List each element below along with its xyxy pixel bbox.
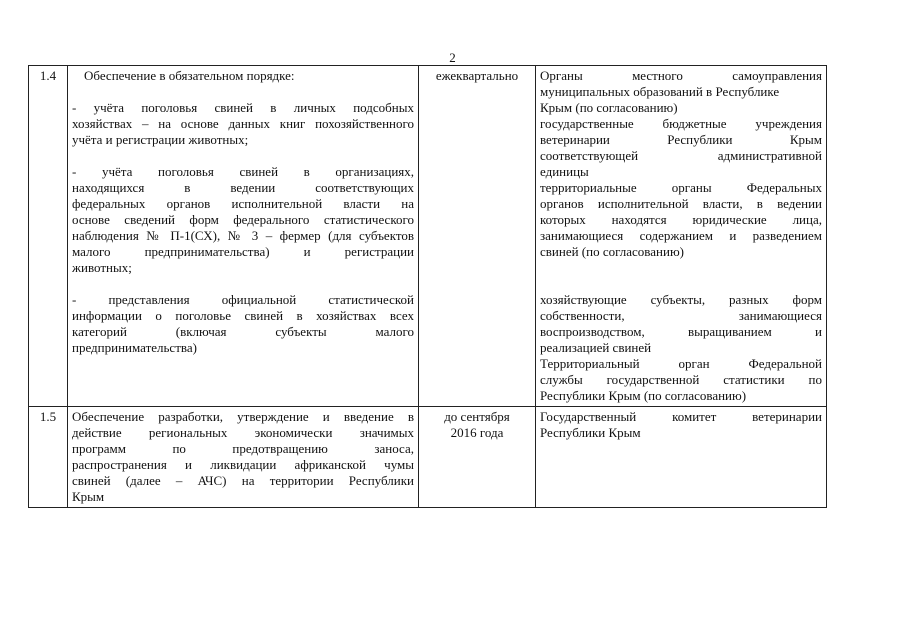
measure-title: Обеспечение в обязательном порядке: — [84, 68, 295, 83]
text-line: хозяйствующие субъекты, разных форм — [540, 292, 822, 307]
table-row — [29, 66, 827, 407]
text-line: Республики Крым (по согласованию) — [540, 388, 747, 403]
period-line: 2016 года — [450, 425, 504, 440]
row-number: 1.4 — [29, 66, 68, 407]
text-line: Республики Крым — [540, 425, 641, 440]
table-row — [29, 407, 827, 508]
text-line: собственности, занимающиеся — [540, 308, 822, 323]
measure-description — [68, 407, 419, 508]
text-line: животных; — [72, 260, 132, 275]
text-line: воспроизводством, выращиванием и — [540, 324, 822, 339]
text-line: основе сведений форм федерального статистического — [72, 212, 414, 227]
text-line: Крым (по согласованию) — [540, 100, 678, 115]
measure-period — [419, 407, 536, 508]
measure-item — [72, 164, 414, 276]
text-line: распространения и ликвидации африканской чумы — [72, 457, 414, 472]
text-line: реализацией свиней — [540, 340, 652, 355]
text-line: учёта и регистрации животных; — [72, 132, 249, 147]
text-line: Территориальный орган Федеральной — [540, 356, 822, 371]
text-line: Обеспечение разработки, утверждение и введение в — [72, 409, 414, 424]
text-line: наблюдения № П-1(СХ), № 3 – фермер (для субъектов — [72, 228, 414, 243]
text-line: муниципальных образований в Республике — [540, 84, 780, 99]
text-line: - представления официальной статистической — [72, 292, 414, 307]
responsible-parties — [536, 66, 827, 407]
text-line: программ по предотвращению заноса, — [72, 441, 414, 456]
text-line: государственные бюджетные учреждения — [540, 116, 822, 131]
text-line: хозяйствах – на основе данных книг похозяйственного — [72, 116, 414, 131]
text-line: предпринимательства) — [72, 340, 197, 355]
text-line: Органы местного самоуправления — [540, 68, 822, 83]
text-line: действие региональных экономически значимых — [72, 425, 414, 440]
text-line: малого предпринимательства) и регистрации — [72, 244, 414, 259]
responsible-parties — [536, 407, 827, 508]
text-line: категорий (включая субъекты малого — [72, 324, 414, 339]
responsible-group — [540, 68, 822, 260]
text-line: единицы — [540, 164, 589, 179]
text-line: территориальные органы Федеральных — [540, 180, 822, 195]
measure-period: ежеквартально — [419, 66, 536, 407]
measure-description — [68, 66, 419, 407]
text-line: Крым — [72, 489, 105, 504]
page-number: 2 — [449, 50, 456, 65]
period-line: до сентября — [444, 409, 510, 424]
text-line: службы государственной статистики по — [540, 372, 822, 387]
text-line: соответствующей административной — [540, 148, 822, 163]
text-line: информации о поголовье свиней в хозяйствах всех — [72, 308, 414, 323]
text-line: федеральных органов исполнительной власти на — [72, 196, 414, 211]
text-line: занимающиеся содержанием и разведением — [540, 228, 822, 243]
text-line: Государственный комитет ветеринарии — [540, 409, 822, 424]
text-line: свиней (по согласованию) — [540, 244, 684, 259]
text-line: - учёта поголовья свиней в организациях, — [72, 164, 414, 179]
measures-table — [28, 65, 827, 508]
text-line: органов исполнительной власти, в ведении — [540, 196, 822, 211]
row-number: 1.5 — [29, 407, 68, 508]
text-line: ветеринарии Республики Крым — [540, 132, 822, 147]
text-line: свиней (далее – АЧС) на территории Республики — [72, 473, 414, 488]
measure-item — [72, 292, 414, 356]
text-line: которых находятся юридические лица, — [540, 212, 822, 227]
responsible-group — [540, 292, 822, 404]
measure-item — [72, 100, 414, 148]
text-line: находящихся в ведении соответствующих — [72, 180, 414, 195]
text-line: - учёта поголовья свиней в личных подсобных — [72, 100, 414, 115]
